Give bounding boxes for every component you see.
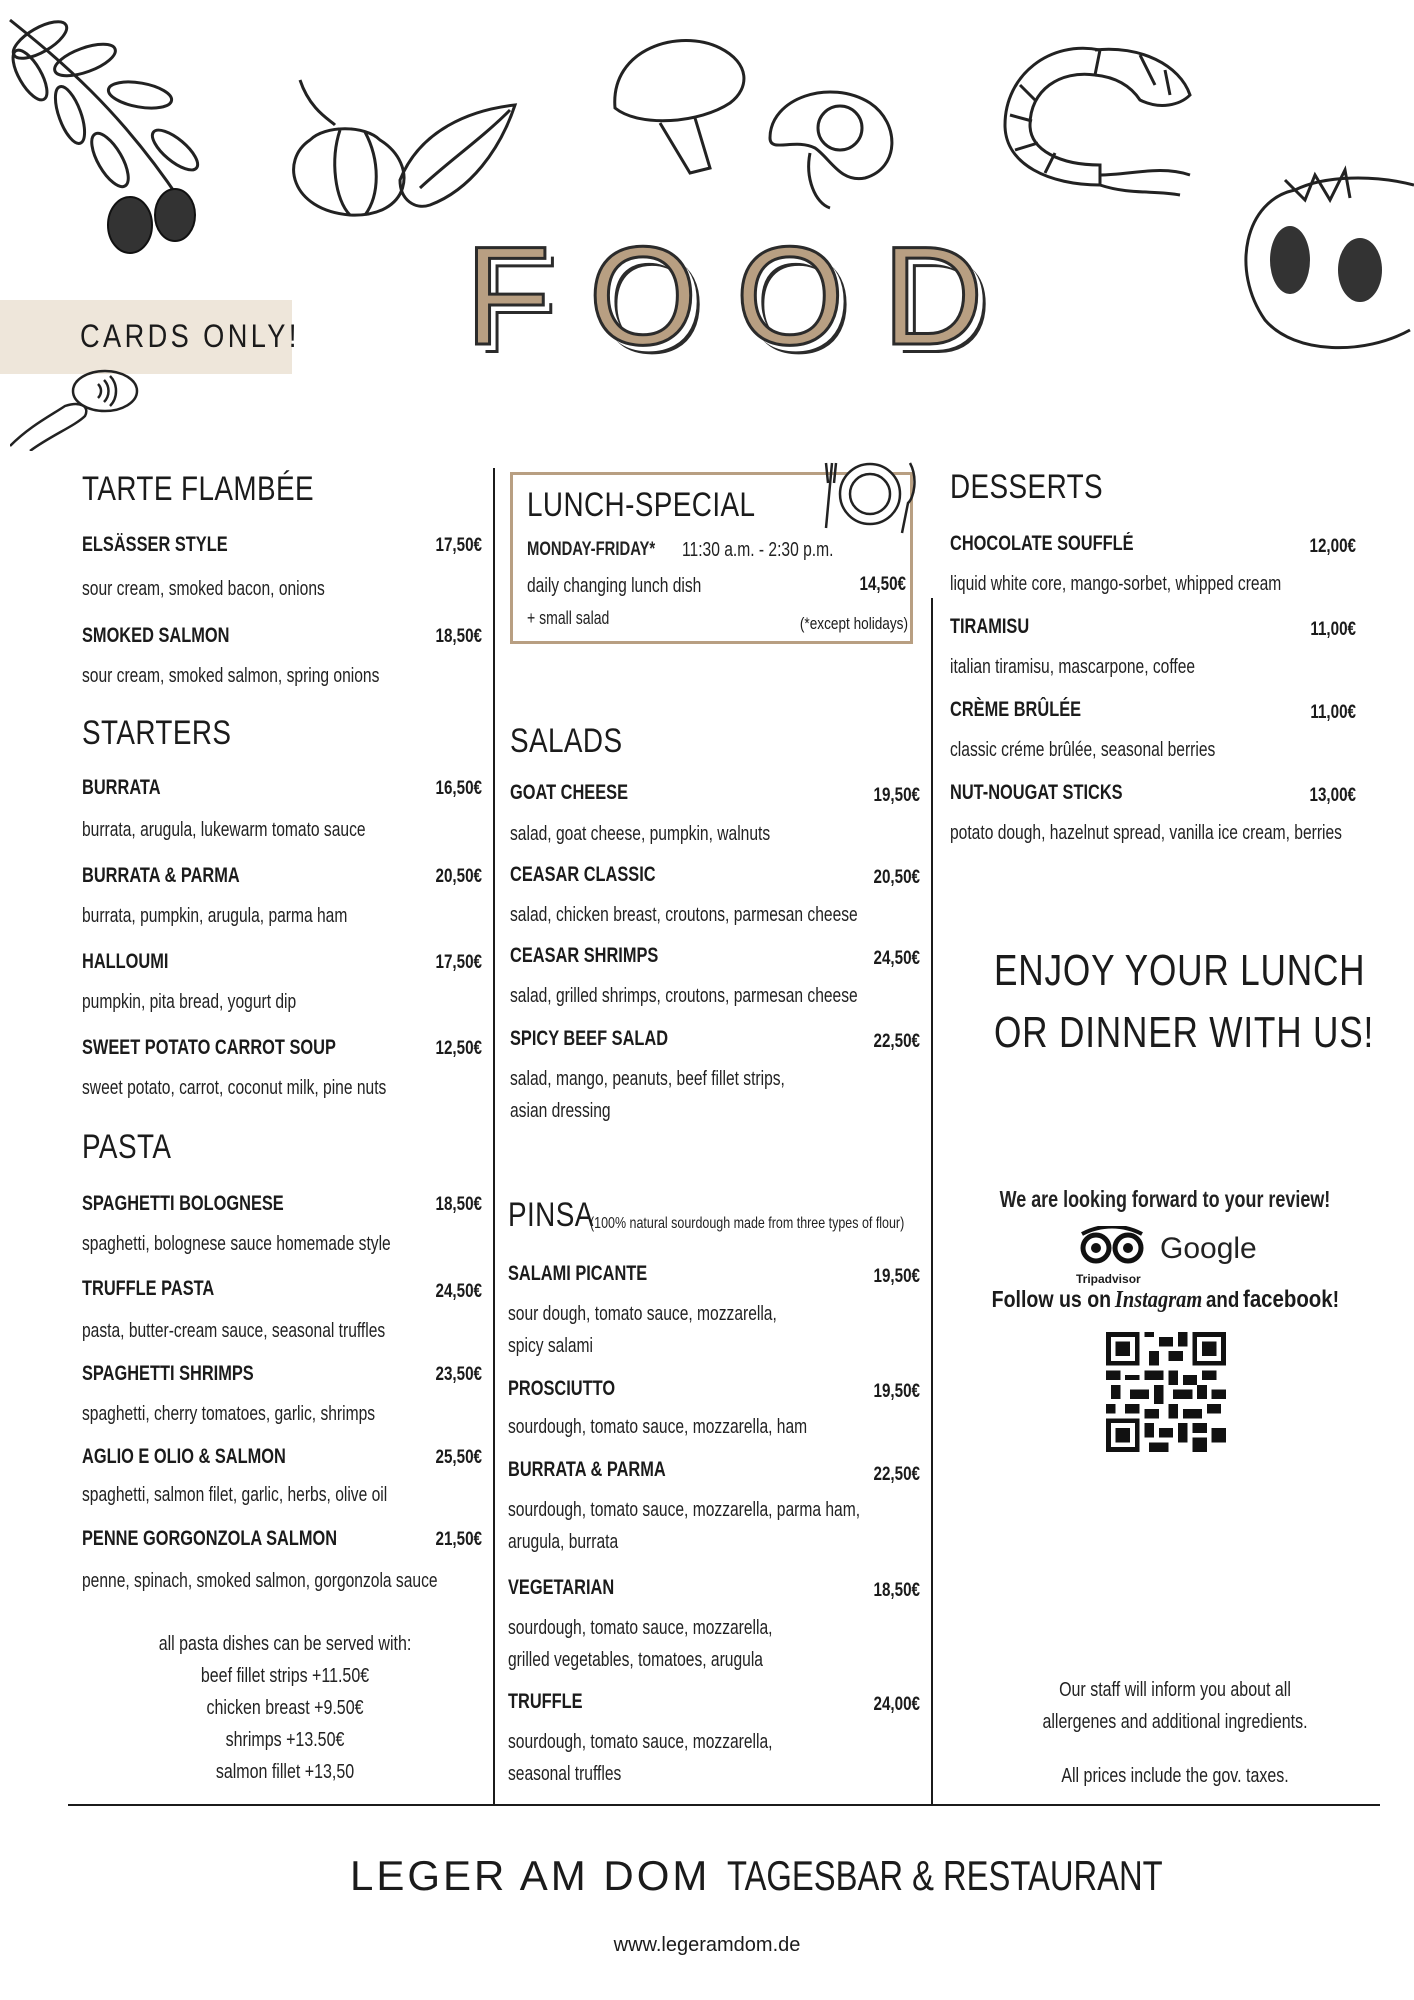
- bottom-rule: [68, 1804, 1380, 1806]
- item-price: 16,50€: [435, 778, 482, 799]
- follow-prefix: Follow us on: [991, 1286, 1111, 1312]
- olive-branch-illustration: [0, 0, 240, 260]
- item-desc: italian tiramisu, mascarpone, coffee: [950, 656, 1196, 678]
- item-price: 13,00€: [1309, 785, 1356, 806]
- item-price: 12,00€: [1309, 536, 1356, 557]
- instagram-link[interactable]: Instagram: [1114, 1287, 1202, 1313]
- item-name: CEASAR CLASSIC: [510, 863, 656, 886]
- item-name: CHOCOLATE SOUFFLÉ: [950, 532, 1134, 555]
- item-price: 24,50€: [873, 948, 920, 969]
- contactless-payment-icon: [10, 366, 140, 451]
- item-price: 18,50€: [873, 1580, 920, 1601]
- item-name: SMOKED SALMON: [82, 624, 230, 647]
- item-name: BURRATA: [82, 776, 161, 799]
- tomato-illustration: [1235, 150, 1414, 360]
- section-title-tarte: TARTE FLAMBÉE: [82, 470, 315, 508]
- google-label[interactable]: Google: [1160, 1232, 1257, 1265]
- lunch-price: 14,50€: [859, 574, 906, 595]
- item-price: 11,00€: [1310, 619, 1356, 640]
- item-name: SPAGHETTI SHRIMPS: [82, 1362, 254, 1385]
- footer-brand: LEGER AM DOM: [350, 1852, 711, 1899]
- tripadvisor-icon[interactable]: [1076, 1226, 1148, 1276]
- follow-line: [945, 1286, 1385, 1314]
- item-name: ELSÄSSER STYLE: [82, 533, 228, 556]
- item-desc-cont: asian dressing: [510, 1100, 611, 1122]
- exclamation: !: [1332, 1286, 1339, 1312]
- section-title-pinsa: PINSA: [508, 1196, 594, 1234]
- item-name: TIRAMISU: [950, 615, 1030, 638]
- item-desc: classic créme brûlée, seasonal berries: [950, 739, 1216, 761]
- item-desc: salad, chicken breast, croutons, parmesan cheese: [510, 904, 858, 926]
- tripadvisor-label: Tripadvisor: [1076, 1272, 1141, 1286]
- pasta-extra-line: salmon fillet +13,50: [215, 1761, 355, 1783]
- item-desc: pumpkin, pita bread, yogurt dip: [82, 991, 297, 1013]
- item-desc: sourdough, tomato sauce, mozzarella,: [508, 1617, 773, 1639]
- garlic-illustration: [270, 70, 530, 220]
- item-price: 23,50€: [435, 1364, 482, 1385]
- section-title-pasta: PASTA: [82, 1128, 172, 1166]
- lunch-title: LUNCH-SPECIAL: [527, 486, 756, 524]
- enjoy-line-1: ENJOY YOUR LUNCH: [994, 946, 1366, 995]
- pinsa-subtitle: (100% natural sourdough made from three types of flour): [590, 1215, 905, 1232]
- item-name: GOAT CHEESE: [510, 781, 629, 804]
- item-desc: spaghetti, bolognese sauce homemade style: [82, 1233, 391, 1255]
- item-price: 17,50€: [435, 535, 482, 556]
- item-price: 22,50€: [873, 1464, 920, 1485]
- pasta-extras: [80, 1628, 490, 1788]
- and-text: and: [1205, 1287, 1239, 1312]
- item-desc: liquid white core, mango-sorbet, whipped cream: [950, 573, 1282, 595]
- item-name: PROSCIUTTO: [508, 1377, 616, 1400]
- item-name: VEGETARIAN: [508, 1576, 615, 1599]
- item-desc: sourdough, tomato sauce, mozzarella, ham: [508, 1416, 808, 1438]
- item-desc: salad, goat cheese, pumpkin, walnuts: [510, 823, 771, 845]
- review-block: [945, 1186, 1385, 1213]
- item-name: NUT-NOUGAT STICKS: [950, 781, 1123, 804]
- item-desc: spaghetti, cherry tomatoes, garlic, shrimps: [82, 1403, 376, 1425]
- item-desc: burrata, arugula, lukewarm tomato sauce: [82, 819, 366, 841]
- cards-only-badge: CARDS ONLY!: [80, 318, 300, 354]
- item-desc: penne, spinach, smoked salmon, gorgonzola sauce: [82, 1570, 438, 1592]
- footer-subtitle: TAGESBAR & RESTAURANT: [727, 1852, 1163, 1899]
- item-name: CEASAR SHRIMPS: [510, 944, 659, 967]
- item-name: PENNE GORGONZOLA SALMON: [82, 1527, 338, 1550]
- item-desc-cont: spicy salami: [508, 1335, 593, 1357]
- item-name: AGLIO E OLIO & SALMON: [82, 1445, 286, 1468]
- allergen-line-1: Our staff will inform you about all: [1059, 1679, 1291, 1701]
- qr-code[interactable]: [1106, 1332, 1226, 1452]
- review-text: We are looking forward to your review!: [999, 1186, 1331, 1212]
- item-price: 12,50€: [435, 1038, 482, 1059]
- lunch-time: 11:30 a.m. - 2:30 p.m.: [682, 539, 834, 561]
- item-name: TRUFFLE: [508, 1690, 583, 1713]
- item-desc-cont: grilled vegetables, tomatoes, arugula: [508, 1649, 763, 1671]
- plate-cutlery-icon: [822, 458, 922, 536]
- lunch-note: (*except holidays): [799, 614, 908, 633]
- item-desc: pasta, butter-cream sauce, seasonal truffles: [82, 1320, 386, 1342]
- section-title-desserts: DESSERTS: [950, 468, 1104, 506]
- item-price: 22,50€: [873, 1031, 920, 1052]
- section-title-starters: STARTERS: [82, 714, 232, 752]
- column-divider-left: [493, 468, 495, 1806]
- item-name: BURRATA & PARMA: [508, 1458, 666, 1481]
- pasta-extra-line: beef fillet strips +11.50€: [200, 1665, 370, 1687]
- item-price: 24,50€: [435, 1281, 482, 1302]
- item-price: 19,50€: [873, 785, 920, 806]
- allergen-line-2: allergenes and additional ingredients.: [1042, 1711, 1308, 1733]
- page-title: FOOD: [465, 217, 1022, 374]
- mushroom-illustration: [600, 28, 930, 218]
- item-desc: spaghetti, salmon filet, garlic, herbs, olive oil: [82, 1484, 388, 1506]
- item-desc-cont: seasonal truffles: [508, 1763, 622, 1785]
- footer-website-link[interactable]: www.legeramdom.de: [613, 1934, 801, 1956]
- item-desc: salad, grilled shrimps, croutons, parmesan cheese: [510, 985, 858, 1007]
- item-price: 19,50€: [873, 1381, 920, 1402]
- section-title-salads: SALADS: [510, 722, 623, 760]
- item-price: 18,50€: [435, 1194, 482, 1215]
- facebook-link[interactable]: facebook: [1242, 1286, 1333, 1313]
- item-name: SPAGHETTI BOLOGNESE: [82, 1192, 284, 1215]
- item-price: 25,50€: [435, 1447, 482, 1468]
- lunch-extra: + small salad: [527, 608, 610, 628]
- lunch-dish: daily changing lunch dish: [527, 575, 702, 597]
- item-price: 24,00€: [873, 1694, 920, 1715]
- item-price: 18,50€: [435, 626, 482, 647]
- item-name: SALAMI PICANTE: [508, 1262, 648, 1285]
- item-price: 20,50€: [873, 867, 920, 888]
- allergen-note: [945, 1674, 1405, 1792]
- item-desc: sour dough, tomato sauce, mozzarella,: [508, 1303, 777, 1325]
- item-name: SPICY BEEF SALAD: [510, 1027, 669, 1050]
- item-name: SWEET POTATO CARROT SOUP: [82, 1036, 336, 1059]
- item-price: 20,50€: [435, 866, 482, 887]
- item-price: 21,50€: [435, 1529, 482, 1550]
- item-name: CRÈME BRÛLÉE: [950, 698, 1082, 721]
- column-divider-right: [931, 598, 933, 1806]
- item-desc: potato dough, hazelnut spread, vanilla ice cream, berries: [950, 822, 1342, 844]
- item-name: TRUFFLE PASTA: [82, 1277, 215, 1300]
- item-desc: sourdough, tomato sauce, mozzarella, parma ham,: [508, 1499, 861, 1521]
- item-name: BURRATA & PARMA: [82, 864, 240, 887]
- item-name: HALLOUMI: [82, 950, 169, 973]
- item-desc-cont: arugula, burrata: [508, 1531, 619, 1553]
- shrimp-illustration: [990, 25, 1220, 225]
- lunch-days: MONDAY-FRIDAY*: [527, 539, 656, 560]
- enjoy-line-2: OR DINNER WITH US!: [994, 1008, 1375, 1057]
- pasta-extra-line: chicken breast +9.50€: [206, 1697, 364, 1719]
- taxes-note: All prices include the gov. taxes.: [1061, 1765, 1289, 1787]
- pasta-extras-intro: all pasta dishes can be served with:: [158, 1633, 412, 1655]
- item-price: 17,50€: [435, 952, 482, 973]
- item-price: 11,00€: [1310, 702, 1356, 723]
- item-desc: burrata, pumpkin, arugula, parma ham: [82, 905, 348, 927]
- item-desc: sourdough, tomato sauce, mozzarella,: [508, 1731, 773, 1753]
- pasta-extra-line: shrimps +13.50€: [225, 1729, 345, 1751]
- item-desc: salad, mango, peanuts, beef fillet strips,: [510, 1068, 785, 1090]
- item-desc: sour cream, smoked salmon, spring onions: [82, 665, 380, 687]
- item-desc: sour cream, smoked bacon, onions: [82, 578, 325, 600]
- item-price: 19,50€: [873, 1266, 920, 1287]
- item-desc: sweet potato, carrot, coconut milk, pine nuts: [82, 1077, 387, 1099]
